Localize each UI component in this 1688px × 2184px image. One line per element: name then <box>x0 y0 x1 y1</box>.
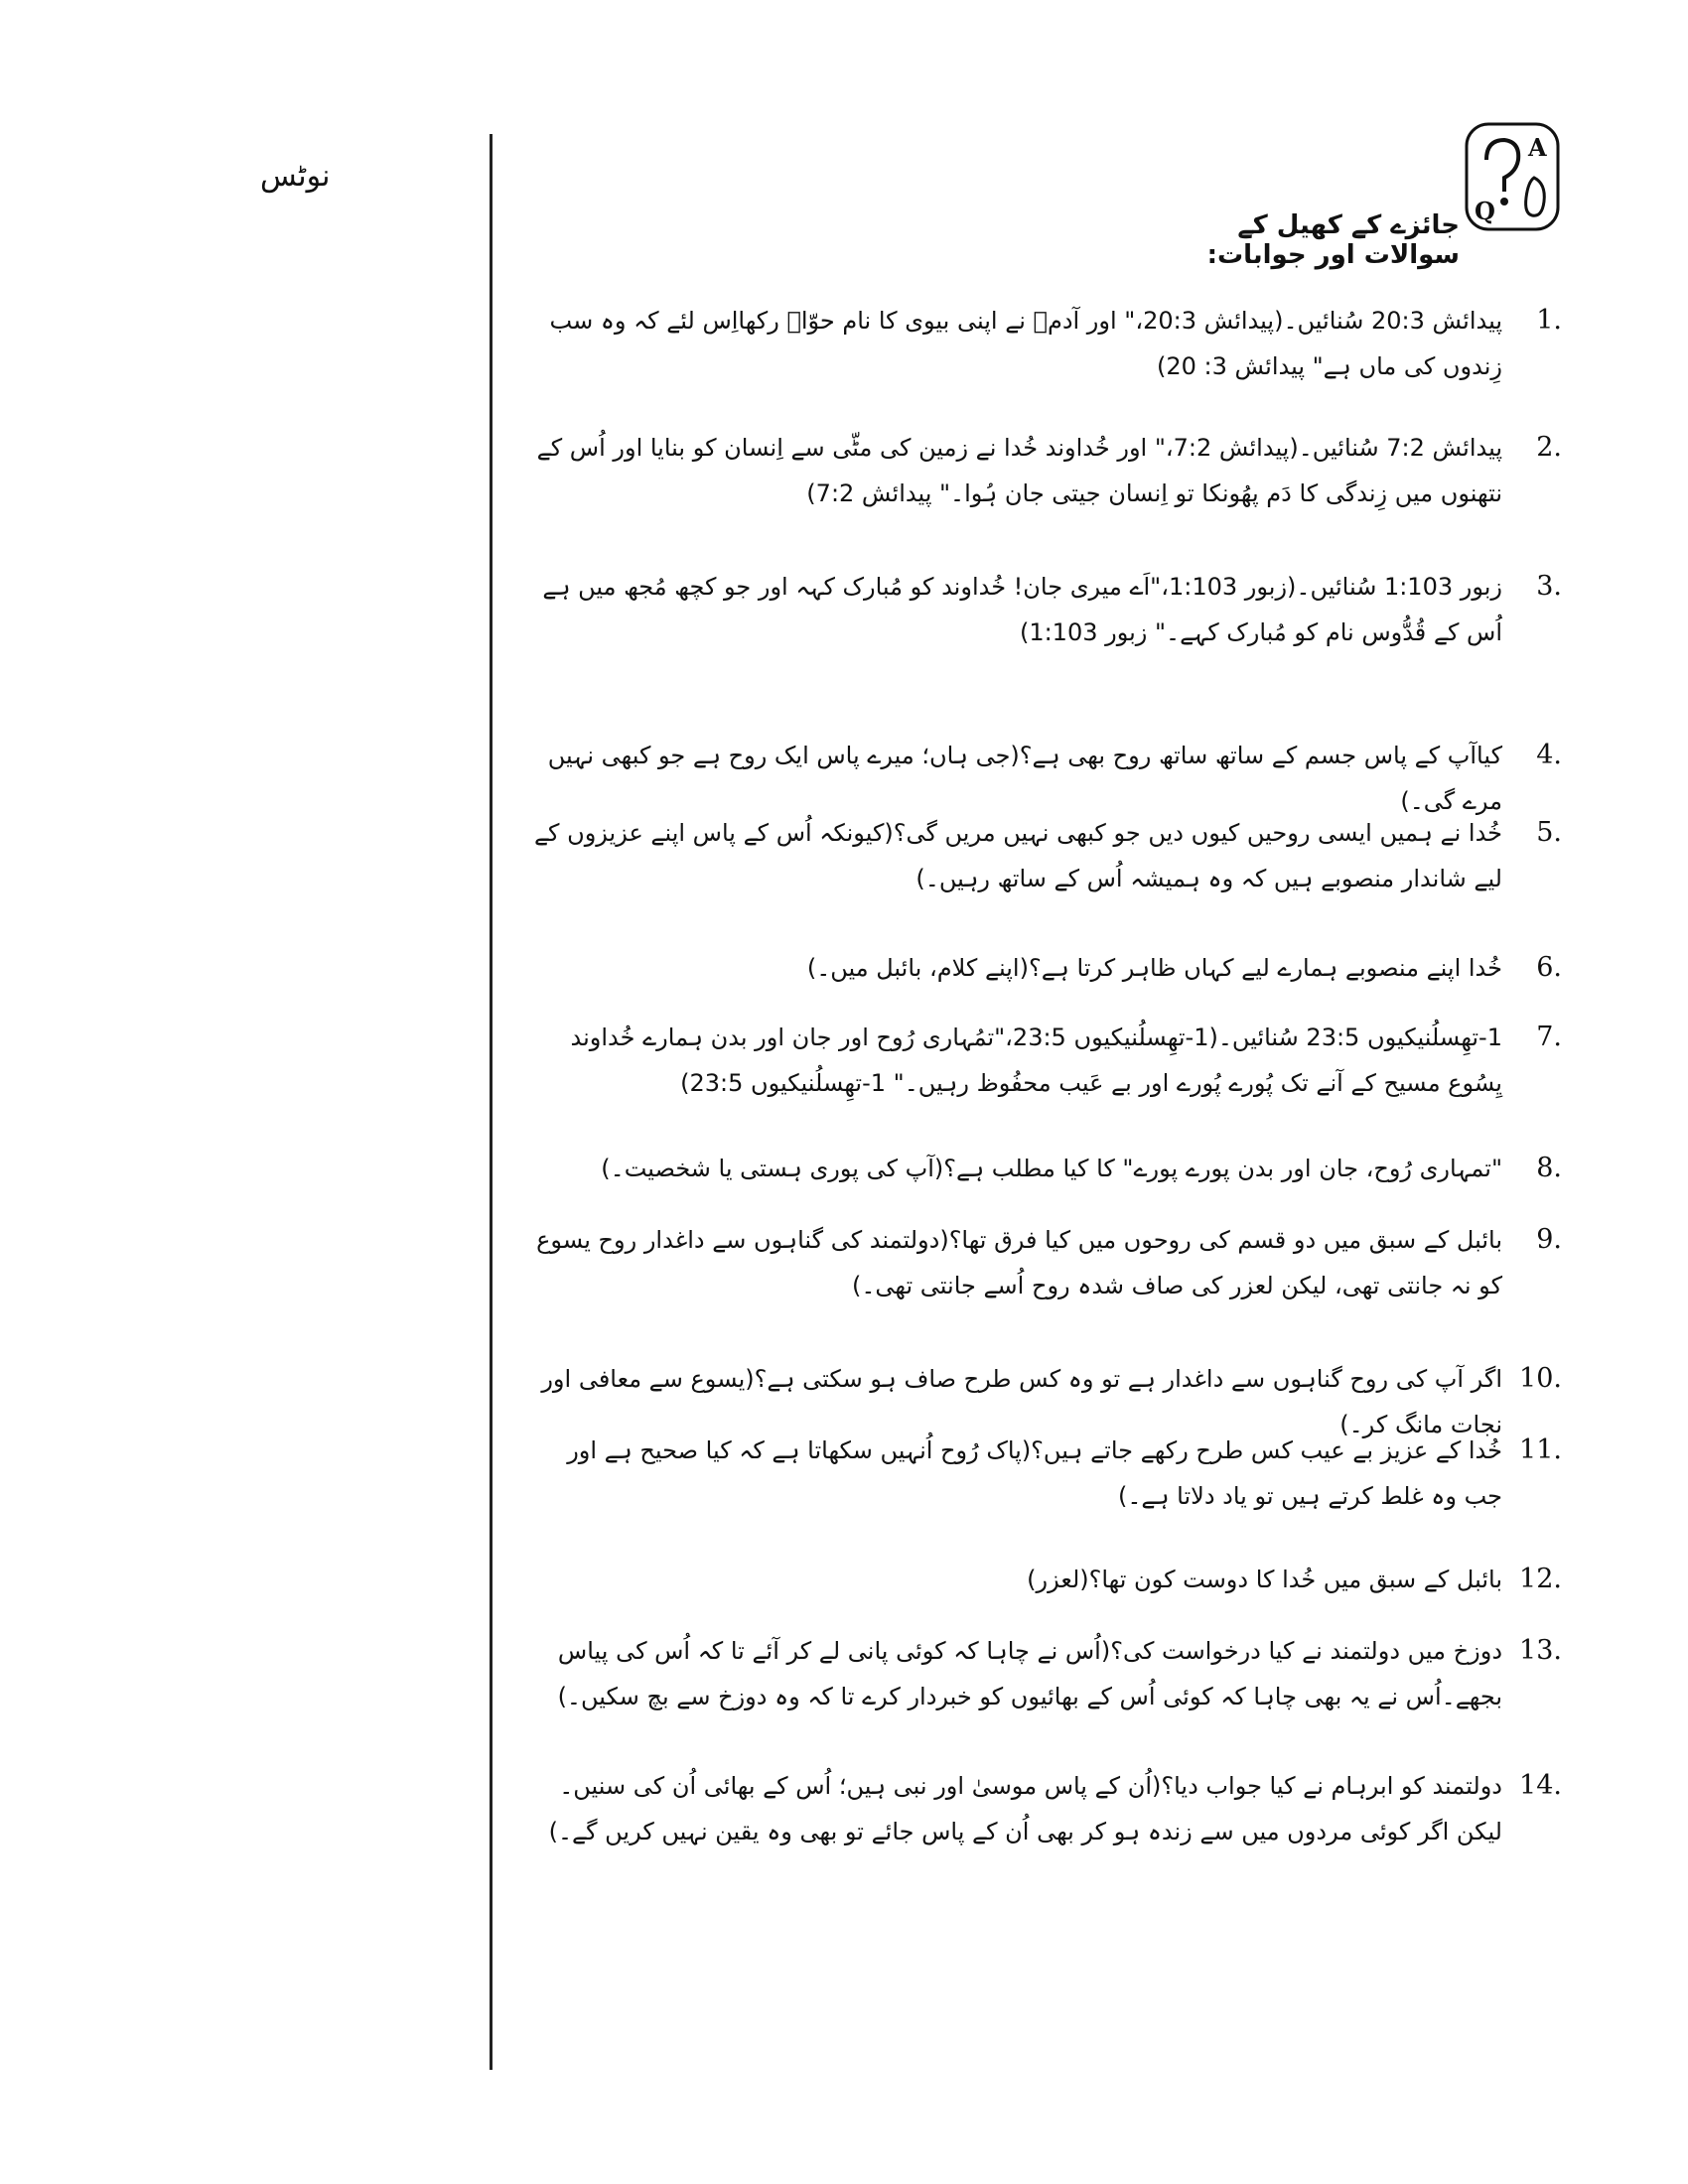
question-text: دوزخ میں دولتمند نے کیا درخواست کی؟(اُس نے چاہا کہ کوئی پانی لے کر آئے تا کہ اُس کی پیاس بجھے۔اُس نے یہ بھی چاہا کہ کوئی اُس کے بھائیوں کو خبردار کرے تا کہ وہ دوزخ سے بچ سکیں۔) <box>557 1637 1502 1710</box>
question-number: 9. <box>1536 1224 1562 1255</box>
notes-label: نوٹس <box>260 159 331 194</box>
question-item <box>531 1763 1562 1892</box>
question-item <box>531 1557 1562 1628</box>
question-number: 12. <box>1519 1564 1562 1594</box>
question-text: بائبل کے سبق میں خُدا کا دوست کون تھا؟(لعزر) <box>1027 1566 1502 1593</box>
question-item <box>531 425 1562 564</box>
question-item <box>531 810 1562 945</box>
question-item <box>531 945 1562 1015</box>
question-list <box>531 298 1562 1892</box>
question-number: 14. <box>1519 1770 1562 1801</box>
margin-divider <box>490 134 492 2070</box>
question-text: پیدائش 20:3 سُنائیں۔(پیدائش 20:3،" اور آدمؔ نے اپنی بیوی کا نام حوّاؔ رکھااِس لئے کہ وہ سب زِندوں کی ماں ہے" پیدائش 3: 20) <box>549 307 1502 380</box>
question-text: دولتمند کو ابرہام نے کیا جواب دیا؟(اُن کے پاس موسیٰ اور نبی ہیں؛ اُس کے بھائی اُن کی سنیں۔ لیکن اگر کوئی مردوں میں سے زندہ ہو کر بھی اُن کے پاس جائے تو بھی وہ یقین نہیں کریں گے۔) <box>548 1772 1502 1845</box>
question-number: 3. <box>1536 571 1562 602</box>
question-number: 11. <box>1519 1434 1562 1465</box>
question-text: خُدا اپنے منصوبے ہمارے لیے کہاں ظاہر کرتا ہے؟(اپنے کلام، بائبل میں۔) <box>806 954 1502 982</box>
question-item <box>531 733 1562 815</box>
question-text: "تمہاری رُوح، جان اور بدن پورے پورے" کا کیا مطلب ہے؟(آپ کی پوری ہستی یا شخصیت۔) <box>601 1155 1502 1182</box>
question-number: 10. <box>1519 1363 1562 1394</box>
question-item <box>531 1628 1562 1763</box>
question-text: پیدائش 7:2 سُنائیں۔(پیدائش 7:2،" اور خُداوند خُدا نے زمین کی مٹّی سے اِنسان کو بنایا اور اُس کے نتھنوں میں زِندگی کا دَم پھُونکا تو اِنسان جیتی جان ہُوا۔" پیدائش 7:2) <box>536 434 1502 507</box>
section-heading: جائزے کے کھیل کے سوالات اور جوابات: <box>1206 210 1460 270</box>
question-item <box>531 564 1562 733</box>
question-number: 4. <box>1536 740 1562 770</box>
question-item <box>531 1015 1562 1146</box>
qa-review-icon <box>1465 122 1560 231</box>
question-text: کیاآپ کے پاس جسم کے ساتھ ساتھ روح بھی ہے؟(جی ہاں؛ میرے پاس ایک روح ہے جو کبھی نہیں مرے گی۔) <box>547 742 1502 815</box>
question-item <box>531 1356 1562 1438</box>
question-item <box>531 1146 1562 1217</box>
question-number: 8. <box>1536 1153 1562 1183</box>
question-number: 7. <box>1536 1022 1562 1052</box>
question-number: 1. <box>1536 305 1562 336</box>
logo-letter-q: Q <box>1475 197 1495 225</box>
question-text: 1-تھِسلُنیکیوں 23:5 سُنائیں۔(1-تھِسلُنیکیوں 23:5،"تمُہاری رُوح اور جان اور بدن ہمارے خُداوند یِسُوع مسیح کے آنے تک پُورے پُورے اور بے عَیب محفُوظ رہیں۔" 1-تھِسلُنیکیوں 23:5) <box>570 1024 1502 1097</box>
question-item <box>531 1428 1562 1557</box>
logo-letter-a: A <box>1528 133 1547 162</box>
question-item <box>531 1217 1562 1356</box>
question-text: خُدا نے ہمیں ایسی روحیں کیوں دیں جو کبھی نہیں مریں گی؟(کیونکہ اُس کے پاس اپنے عزیزوں کے لیے شاندار منصوبے ہیں کہ وہ ہمیشہ اُس کے ساتھ رہیں۔) <box>533 819 1502 892</box>
question-item <box>531 298 1562 425</box>
question-text: زبور 1:103 سُنائیں۔(زبور 1:103،"اَے میری جان! خُداوند کو مُبارک کہہ اور جو کچھ مُجھ میں ہے اُس کے قُدُّوس نام کو مُبارک کہے۔" زبور 1:103) <box>542 573 1502 646</box>
question-number: 2. <box>1536 432 1562 463</box>
question-text: بائبل کے سبق میں دو قسم کی روحوں میں کیا فرق تھا؟(دولتمند کی گناہوں سے داغدار روح یسوع کو نہ جانتی تھی، لیکن لعزر کی صاف شدہ روح اُسے جانتی تھی۔) <box>536 1226 1502 1299</box>
question-number: 13. <box>1519 1635 1562 1666</box>
question-number: 5. <box>1536 817 1562 848</box>
question-text: خُدا کے عزیز بے عیب کس طرح رکھے جاتے ہیں؟(پاک رُوح اُنہیں سکھاتا ہے کہ کیا صحیح ہے اور جب وہ غلط کرتے ہیں تو یاد دلاتا ہے۔) <box>567 1436 1502 1510</box>
question-number: 6. <box>1536 952 1562 983</box>
question-text: اگر آپ کی روح گناہوں سے داغدار ہے تو وہ کس طرح صاف ہو سکتی ہے؟(یسوع سے معافی اور نجات مانگ کر۔) <box>541 1365 1502 1438</box>
